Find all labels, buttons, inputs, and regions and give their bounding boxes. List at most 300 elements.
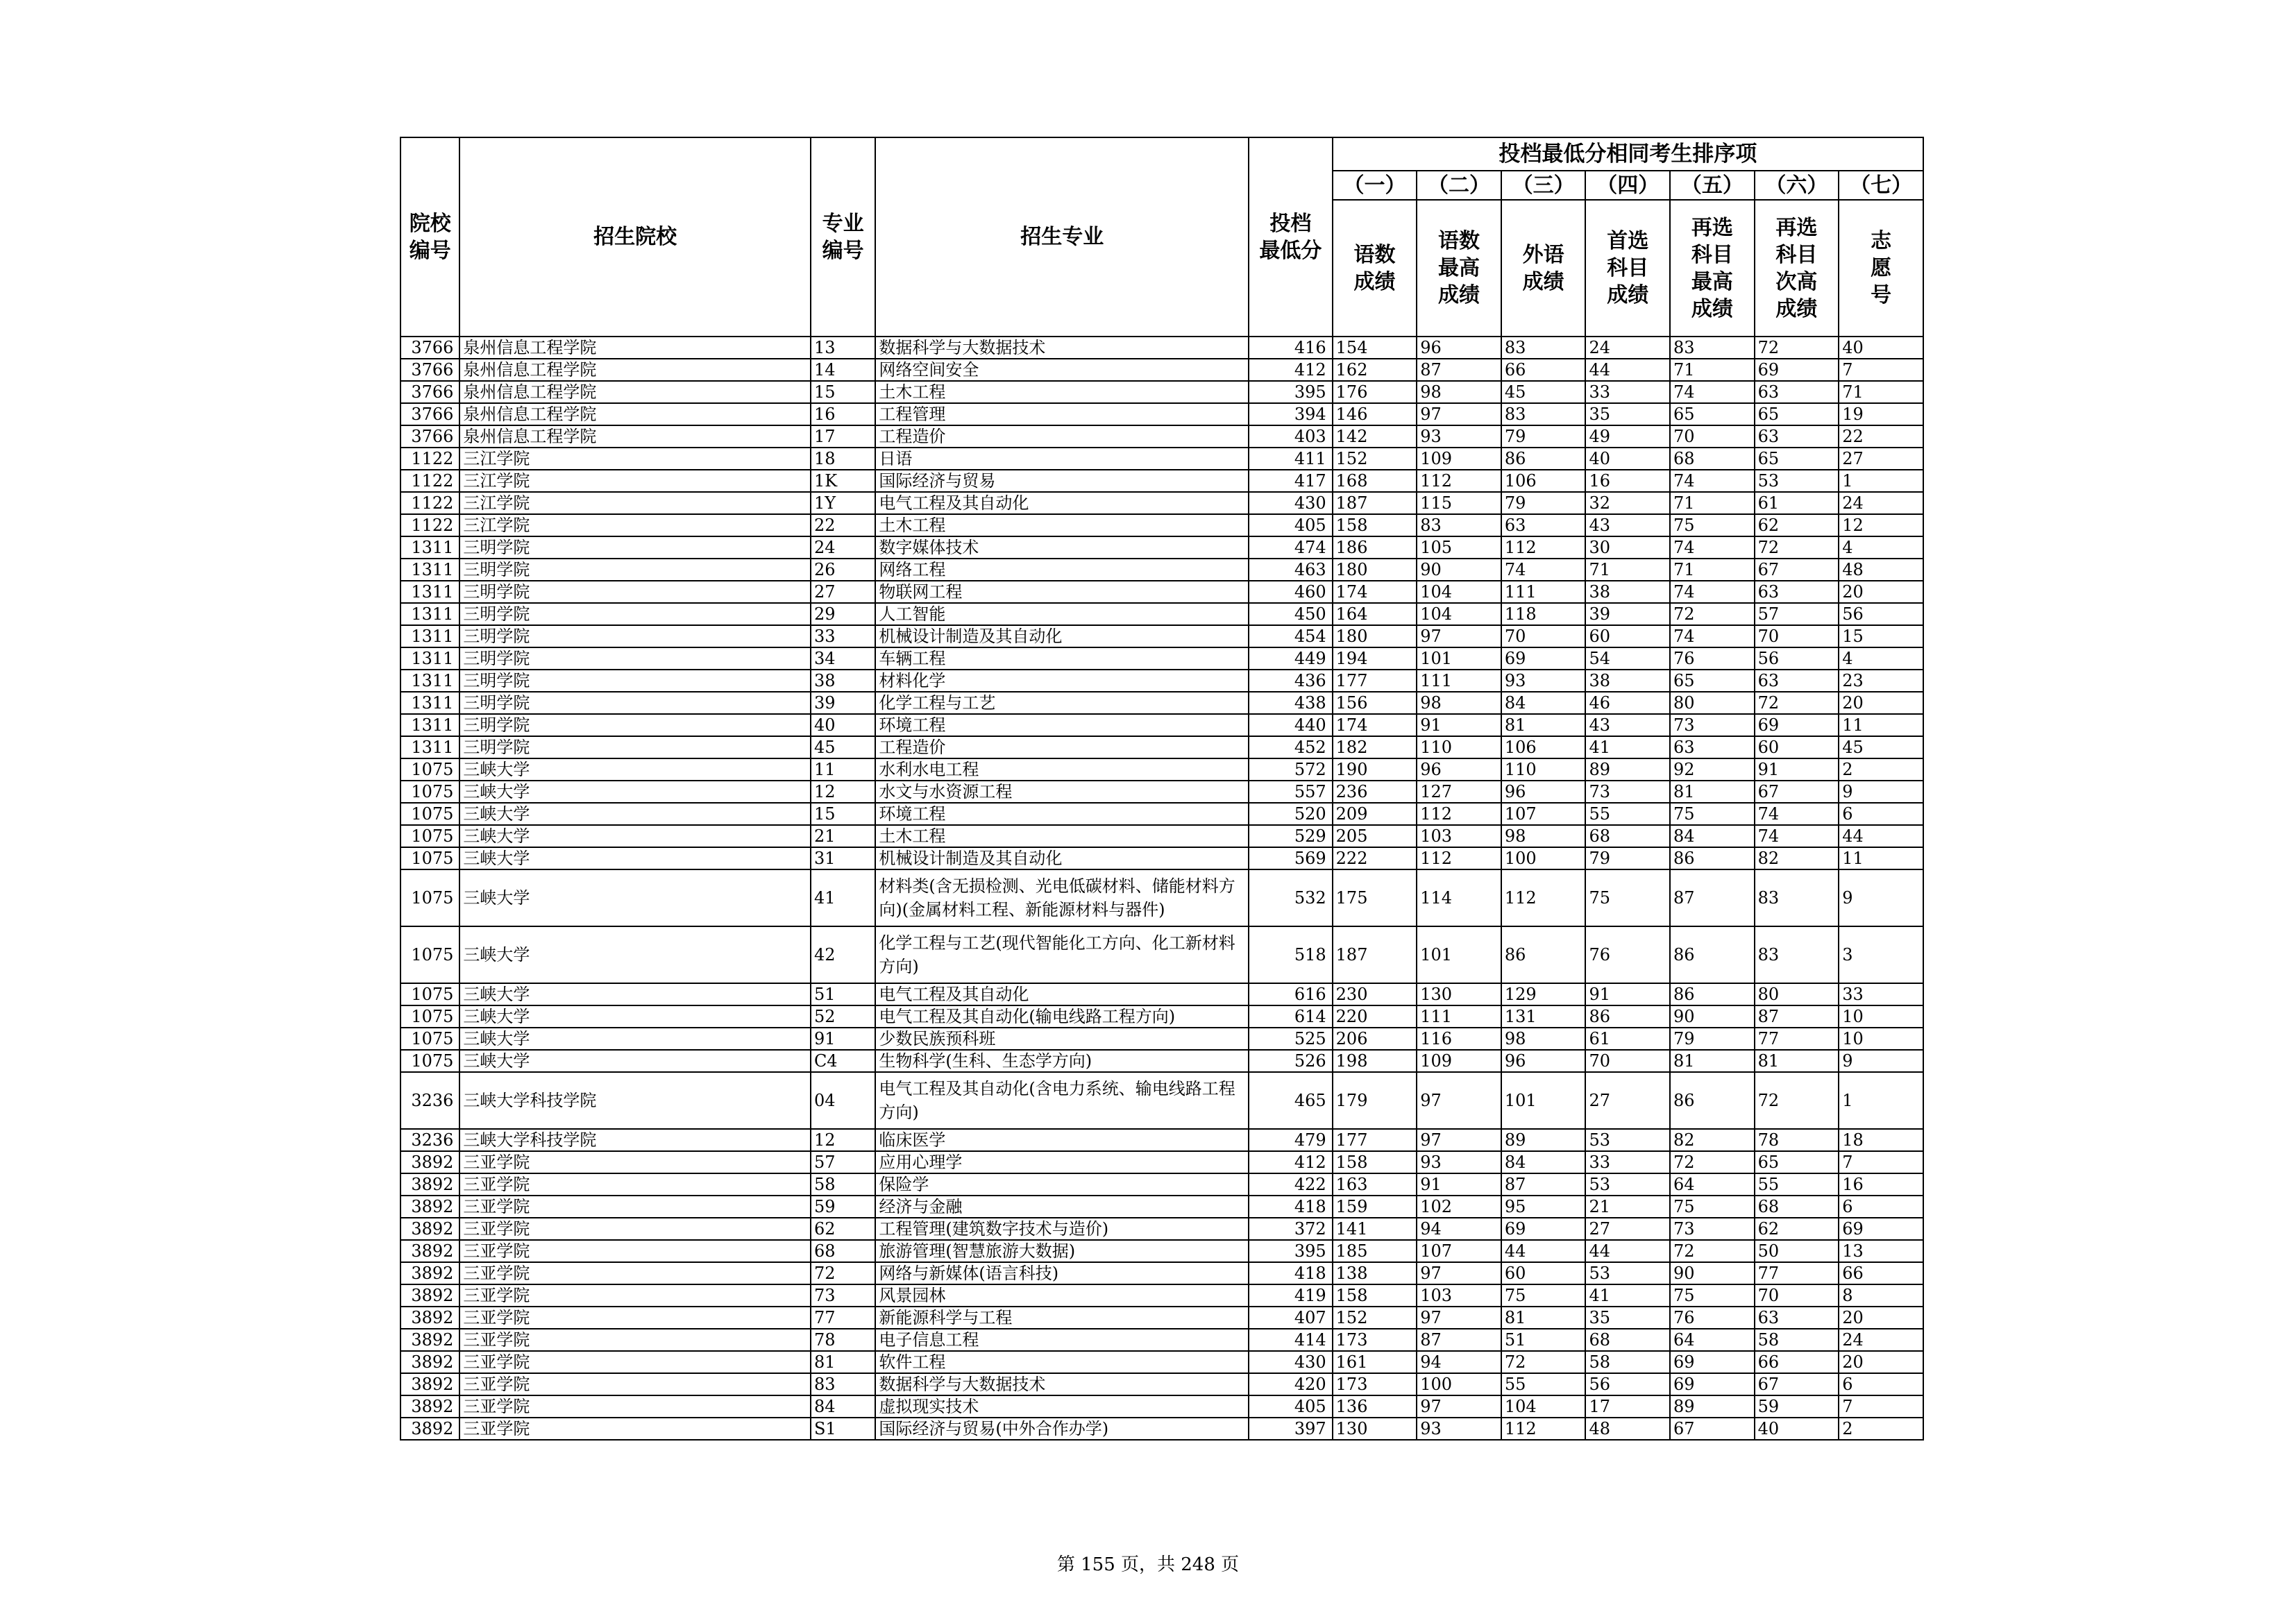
cell-min-score: 449 [1249,647,1333,670]
cell-major-code: 52 [811,1005,875,1028]
cell-chinese-math-max: 97 [1417,1072,1501,1129]
cell-chinese-math: 162 [1333,359,1417,381]
cell-major: 材料化学 [875,670,1249,692]
cell-foreign-language: 69 [1501,647,1586,670]
cell-chinese-math-max: 109 [1417,1050,1501,1072]
cell-chinese-math: 220 [1333,1005,1417,1028]
cell-preference-no: 15 [1839,625,1923,647]
cell-foreign-language: 131 [1501,1005,1586,1028]
cell-chinese-math: 222 [1333,847,1417,869]
cell-foreign-language: 81 [1501,1307,1586,1329]
cell-min-score: 422 [1249,1173,1333,1196]
cell-min-score: 412 [1249,1151,1333,1173]
cell-elective-max: 72 [1670,603,1755,625]
cell-foreign-language: 63 [1501,514,1586,536]
cell-major: 电子信息工程 [875,1329,1249,1351]
cell-school-code: 1075 [400,758,459,781]
table-row [400,492,1923,514]
cell-foreign-language: 55 [1501,1373,1586,1395]
cell-foreign-language: 104 [1501,1395,1586,1418]
cell-school: 三峡大学 [459,758,811,781]
cell-chinese-math: 164 [1333,603,1417,625]
cell-first-subject: 33 [1585,381,1670,403]
cell-min-score: 479 [1249,1129,1333,1151]
cell-preference-no: 69 [1839,1218,1923,1240]
cell-elective-max: 75 [1670,1196,1755,1218]
cell-chinese-math-max: 101 [1417,926,1501,983]
cell-school-code: 3892 [400,1196,459,1218]
table-row [400,536,1923,559]
cell-foreign-language: 86 [1501,448,1586,470]
cell-major-code: 77 [811,1307,875,1329]
cell-major: 土木工程 [875,381,1249,403]
header-min-score: 投档 最低分 [1249,137,1333,337]
cell-min-score: 518 [1249,926,1333,983]
cell-elective-second: 74 [1755,825,1839,847]
cell-elective-max: 80 [1670,692,1755,714]
cell-preference-no: 19 [1839,403,1923,425]
cell-school: 三峡大学 [459,1005,811,1028]
cell-min-score: 557 [1249,781,1333,803]
cell-chinese-math: 138 [1333,1262,1417,1284]
cell-elective-second: 63 [1755,670,1839,692]
cell-preference-no: 9 [1839,781,1923,803]
cell-first-subject: 76 [1585,926,1670,983]
cell-school: 三明学院 [459,670,811,692]
cell-school: 三江学院 [459,448,811,470]
cell-school-code: 1075 [400,1050,459,1072]
cell-foreign-language: 74 [1501,559,1586,581]
cell-elective-max: 84 [1670,825,1755,847]
cell-elective-max: 74 [1670,470,1755,492]
cell-major: 网络空间安全 [875,359,1249,381]
cell-major-code: 81 [811,1351,875,1373]
table-row [400,1129,1923,1151]
cell-first-subject: 68 [1585,825,1670,847]
cell-major-code: 15 [811,381,875,403]
cell-foreign-language: 112 [1501,1418,1586,1440]
cell-min-score: 569 [1249,847,1333,869]
cell-min-score: 405 [1249,514,1333,536]
cell-first-subject: 60 [1585,625,1670,647]
cell-elective-second: 63 [1755,381,1839,403]
cell-chinese-math-max: 97 [1417,1129,1501,1151]
table-row [400,1005,1923,1028]
cell-first-subject: 53 [1585,1173,1670,1196]
cell-first-subject: 44 [1585,1240,1670,1262]
cell-foreign-language: 101 [1501,1072,1586,1129]
cell-elective-max: 65 [1670,670,1755,692]
cell-major-code: 04 [811,1072,875,1129]
cell-major-code: 27 [811,581,875,603]
cell-major-code: 31 [811,847,875,869]
cell-school: 三峡大学科技学院 [459,1072,811,1129]
cell-school-code: 3892 [400,1351,459,1373]
admission-score-table [400,137,1924,1441]
cell-first-subject: 46 [1585,692,1670,714]
cell-elective-max: 64 [1670,1329,1755,1351]
cell-first-subject: 55 [1585,803,1670,825]
cell-preference-no: 10 [1839,1005,1923,1028]
cell-foreign-language: 110 [1501,758,1586,781]
table-row [400,625,1923,647]
cell-school-code: 3892 [400,1240,459,1262]
cell-school: 三亚学院 [459,1395,811,1418]
cell-chinese-math-max: 96 [1417,337,1501,359]
cell-foreign-language: 84 [1501,692,1586,714]
cell-chinese-math: 152 [1333,1307,1417,1329]
cell-school-code: 1311 [400,714,459,736]
cell-preference-no: 23 [1839,670,1923,692]
cell-school: 三亚学院 [459,1373,811,1395]
cell-major-code: 41 [811,869,875,926]
header-order-3: （三） [1501,171,1586,200]
cell-school-code: 3892 [400,1151,459,1173]
cell-min-score: 397 [1249,1418,1333,1440]
table-row [400,1050,1923,1072]
cell-foreign-language: 79 [1501,425,1586,448]
cell-chinese-math-max: 112 [1417,847,1501,869]
table-row [400,514,1923,536]
cell-foreign-language: 60 [1501,1262,1586,1284]
header-order-4: （四） [1585,171,1670,200]
cell-first-subject: 79 [1585,847,1670,869]
cell-elective-max: 76 [1670,647,1755,670]
cell-major: 车辆工程 [875,647,1249,670]
cell-elective-second: 63 [1755,425,1839,448]
cell-elective-max: 76 [1670,1307,1755,1329]
cell-first-subject: 24 [1585,337,1670,359]
cell-min-score: 412 [1249,359,1333,381]
cell-major-code: 83 [811,1373,875,1395]
cell-min-score: 419 [1249,1284,1333,1307]
cell-elective-second: 83 [1755,869,1839,926]
cell-preference-no: 71 [1839,381,1923,403]
cell-first-subject: 49 [1585,425,1670,448]
cell-chinese-math-max: 114 [1417,869,1501,926]
cell-elective-max: 87 [1670,869,1755,926]
table-row [400,781,1923,803]
cell-elective-second: 72 [1755,337,1839,359]
cell-chinese-math: 154 [1333,337,1417,359]
cell-min-score: 450 [1249,603,1333,625]
cell-first-subject: 89 [1585,758,1670,781]
cell-major: 工程造价 [875,425,1249,448]
cell-major-code: 11 [811,758,875,781]
cell-elective-max: 82 [1670,1129,1755,1151]
cell-major: 数据科学与大数据技术 [875,337,1249,359]
cell-chinese-math-max: 112 [1417,803,1501,825]
cell-school-code: 3766 [400,359,459,381]
cell-preference-no: 11 [1839,714,1923,736]
cell-major: 机械设计制造及其自动化 [875,625,1249,647]
cell-major: 日语 [875,448,1249,470]
cell-major: 工程管理 [875,403,1249,425]
cell-elective-max: 71 [1670,359,1755,381]
cell-school-code: 3236 [400,1072,459,1129]
table-row [400,847,1923,869]
table-row [400,714,1923,736]
cell-foreign-language: 129 [1501,983,1586,1005]
cell-min-score: 403 [1249,425,1333,448]
cell-foreign-language: 75 [1501,1284,1586,1307]
cell-foreign-language: 96 [1501,1050,1586,1072]
table-row [400,803,1923,825]
cell-min-score: 529 [1249,825,1333,847]
cell-first-subject: 41 [1585,736,1670,758]
cell-major-code: 51 [811,983,875,1005]
table-row [400,1072,1923,1129]
cell-major-code: 12 [811,781,875,803]
cell-preference-no: 8 [1839,1284,1923,1307]
cell-major-code: 15 [811,803,875,825]
cell-elective-max: 83 [1670,337,1755,359]
cell-min-score: 465 [1249,1072,1333,1129]
cell-chinese-math-max: 90 [1417,559,1501,581]
cell-chinese-math-max: 87 [1417,1329,1501,1351]
cell-chinese-math: 158 [1333,1284,1417,1307]
cell-foreign-language: 112 [1501,536,1586,559]
cell-major-code: 33 [811,625,875,647]
cell-chinese-math: 230 [1333,983,1417,1005]
cell-school: 泉州信息工程学院 [459,337,811,359]
cell-foreign-language: 112 [1501,869,1586,926]
cell-foreign-language: 95 [1501,1196,1586,1218]
cell-school: 三峡大学科技学院 [459,1129,811,1151]
cell-min-score: 417 [1249,470,1333,492]
cell-school: 三亚学院 [459,1351,811,1373]
cell-chinese-math-max: 97 [1417,1395,1501,1418]
cell-major: 风景园林 [875,1284,1249,1307]
table-row [400,359,1923,381]
cell-min-score: 418 [1249,1196,1333,1218]
cell-major: 保险学 [875,1173,1249,1196]
cell-foreign-language: 70 [1501,625,1586,647]
cell-elective-second: 67 [1755,781,1839,803]
cell-foreign-language: 81 [1501,714,1586,736]
cell-foreign-language: 72 [1501,1351,1586,1373]
cell-major-code: 78 [811,1329,875,1351]
cell-elective-max: 86 [1670,926,1755,983]
cell-school-code: 1311 [400,647,459,670]
cell-major-code: 13 [811,337,875,359]
cell-first-subject: 61 [1585,1028,1670,1050]
cell-school-code: 3892 [400,1395,459,1418]
cell-min-score: 395 [1249,1240,1333,1262]
cell-school-code: 3892 [400,1373,459,1395]
cell-elective-second: 69 [1755,714,1839,736]
table-row [400,337,1923,359]
cell-elective-max: 89 [1670,1395,1755,1418]
cell-chinese-math: 161 [1333,1351,1417,1373]
cell-elective-second: 67 [1755,559,1839,581]
cell-preference-no: 33 [1839,983,1923,1005]
cell-major-code: 22 [811,514,875,536]
cell-school-code: 3766 [400,381,459,403]
cell-elective-second: 82 [1755,847,1839,869]
cell-major-code: 40 [811,714,875,736]
cell-major-code: 29 [811,603,875,625]
cell-chinese-math-max: 87 [1417,359,1501,381]
cell-elective-max: 73 [1670,1218,1755,1240]
cell-elective-max: 71 [1670,559,1755,581]
table-row [400,1028,1923,1050]
cell-chinese-math-max: 94 [1417,1351,1501,1373]
table-row [400,736,1923,758]
cell-preference-no: 48 [1839,559,1923,581]
table-row [400,869,1923,926]
cell-chinese-math: 142 [1333,425,1417,448]
cell-chinese-math: 180 [1333,559,1417,581]
cell-foreign-language: 87 [1501,1173,1586,1196]
cell-school-code: 1311 [400,736,459,758]
cell-school-code: 3892 [400,1173,459,1196]
cell-school: 三亚学院 [459,1307,811,1329]
cell-preference-no: 1 [1839,470,1923,492]
cell-elective-second: 70 [1755,1284,1839,1307]
cell-foreign-language: 83 [1501,403,1586,425]
cell-chinese-math-max: 107 [1417,1240,1501,1262]
cell-elective-second: 81 [1755,1050,1839,1072]
cell-foreign-language: 83 [1501,337,1586,359]
cell-min-score: 454 [1249,625,1333,647]
cell-elective-second: 66 [1755,1351,1839,1373]
header-ranking-group: 投档最低分相同考生排序项 [1333,137,1923,171]
page-footer: 第 155 页，共 248 页 [1056,1554,1240,1575]
cell-preference-no: 7 [1839,1151,1923,1173]
cell-first-subject: 35 [1585,1307,1670,1329]
cell-school: 三亚学院 [459,1151,811,1173]
cell-major: 土木工程 [875,514,1249,536]
cell-first-subject: 16 [1585,470,1670,492]
cell-school: 泉州信息工程学院 [459,359,811,381]
cell-first-subject: 41 [1585,1284,1670,1307]
cell-elective-max: 75 [1670,803,1755,825]
cell-elective-second: 57 [1755,603,1839,625]
cell-elective-max: 86 [1670,1072,1755,1129]
cell-elective-max: 72 [1670,1151,1755,1173]
cell-school: 三峡大学 [459,847,811,869]
cell-chinese-math: 174 [1333,581,1417,603]
cell-first-subject: 40 [1585,448,1670,470]
cell-elective-max: 79 [1670,1028,1755,1050]
cell-school-code: 1311 [400,536,459,559]
header-order-5: （五） [1670,171,1755,200]
table-row [400,1351,1923,1373]
cell-major-code: 91 [811,1028,875,1050]
cell-preference-no: 18 [1839,1129,1923,1151]
cell-chinese-math: 152 [1333,448,1417,470]
cell-first-subject: 75 [1585,869,1670,926]
cell-elective-max: 86 [1670,847,1755,869]
cell-elective-second: 40 [1755,1418,1839,1440]
header-sub-5: 再选 科目 最高 成绩 [1670,200,1755,337]
cell-school-code: 3892 [400,1218,459,1240]
cell-chinese-math-max: 91 [1417,714,1501,736]
cell-major: 人工智能 [875,603,1249,625]
table-row [400,581,1923,603]
cell-school: 三亚学院 [459,1262,811,1284]
cell-major-code: 17 [811,425,875,448]
cell-foreign-language: 69 [1501,1218,1586,1240]
cell-preference-no: 24 [1839,492,1923,514]
cell-min-score: 438 [1249,692,1333,714]
cell-chinese-math: 187 [1333,926,1417,983]
cell-major: 工程造价 [875,736,1249,758]
cell-school-code: 3766 [400,425,459,448]
cell-chinese-math-max: 105 [1417,536,1501,559]
cell-elective-second: 77 [1755,1262,1839,1284]
cell-school-code: 1075 [400,869,459,926]
cell-min-score: 430 [1249,492,1333,514]
cell-school-code: 3236 [400,1129,459,1151]
cell-min-score: 418 [1249,1262,1333,1284]
cell-min-score: 440 [1249,714,1333,736]
cell-major-code: 14 [811,359,875,381]
cell-chinese-math: 186 [1333,536,1417,559]
cell-min-score: 416 [1249,337,1333,359]
cell-foreign-language: 45 [1501,381,1586,403]
cell-school: 三亚学院 [459,1218,811,1240]
cell-school: 三峡大学 [459,869,811,926]
header-order-1: （一） [1333,171,1417,200]
cell-first-subject: 38 [1585,670,1670,692]
cell-elective-max: 90 [1670,1005,1755,1028]
cell-school-code: 3892 [400,1418,459,1440]
cell-elective-second: 61 [1755,492,1839,514]
cell-elective-max: 81 [1670,1050,1755,1072]
cell-major-code: 38 [811,670,875,692]
cell-chinese-math: 187 [1333,492,1417,514]
table-row [400,381,1923,403]
cell-first-subject: 73 [1585,781,1670,803]
cell-chinese-math: 176 [1333,381,1417,403]
cell-school: 三亚学院 [459,1418,811,1440]
cell-first-subject: 30 [1585,536,1670,559]
cell-chinese-math: 173 [1333,1329,1417,1351]
cell-elective-max: 74 [1670,381,1755,403]
cell-major-code: 68 [811,1240,875,1262]
cell-first-subject: 44 [1585,359,1670,381]
cell-preference-no: 2 [1839,758,1923,781]
cell-chinese-math: 198 [1333,1050,1417,1072]
cell-preference-no: 66 [1839,1262,1923,1284]
header-school-code: 院校 编号 [400,137,459,337]
cell-chinese-math-max: 97 [1417,1262,1501,1284]
cell-school-code: 1311 [400,559,459,581]
cell-major: 新能源科学与工程 [875,1307,1249,1329]
cell-chinese-math-max: 104 [1417,603,1501,625]
cell-foreign-language: 96 [1501,781,1586,803]
cell-preference-no: 9 [1839,869,1923,926]
cell-elective-second: 80 [1755,983,1839,1005]
cell-min-score: 395 [1249,381,1333,403]
cell-elective-second: 69 [1755,359,1839,381]
cell-foreign-language: 86 [1501,926,1586,983]
cell-elective-second: 58 [1755,1329,1839,1351]
header-order-7: （七） [1839,171,1923,200]
cell-elective-max: 65 [1670,403,1755,425]
cell-elective-second: 72 [1755,536,1839,559]
cell-school: 三峡大学 [459,926,811,983]
cell-chinese-math: 206 [1333,1028,1417,1050]
cell-chinese-math: 175 [1333,869,1417,926]
cell-school: 三亚学院 [459,1240,811,1262]
cell-min-score: 420 [1249,1373,1333,1395]
cell-major: 工程管理(建筑数字技术与造价) [875,1218,1249,1240]
cell-foreign-language: 111 [1501,581,1586,603]
cell-foreign-language: 106 [1501,736,1586,758]
